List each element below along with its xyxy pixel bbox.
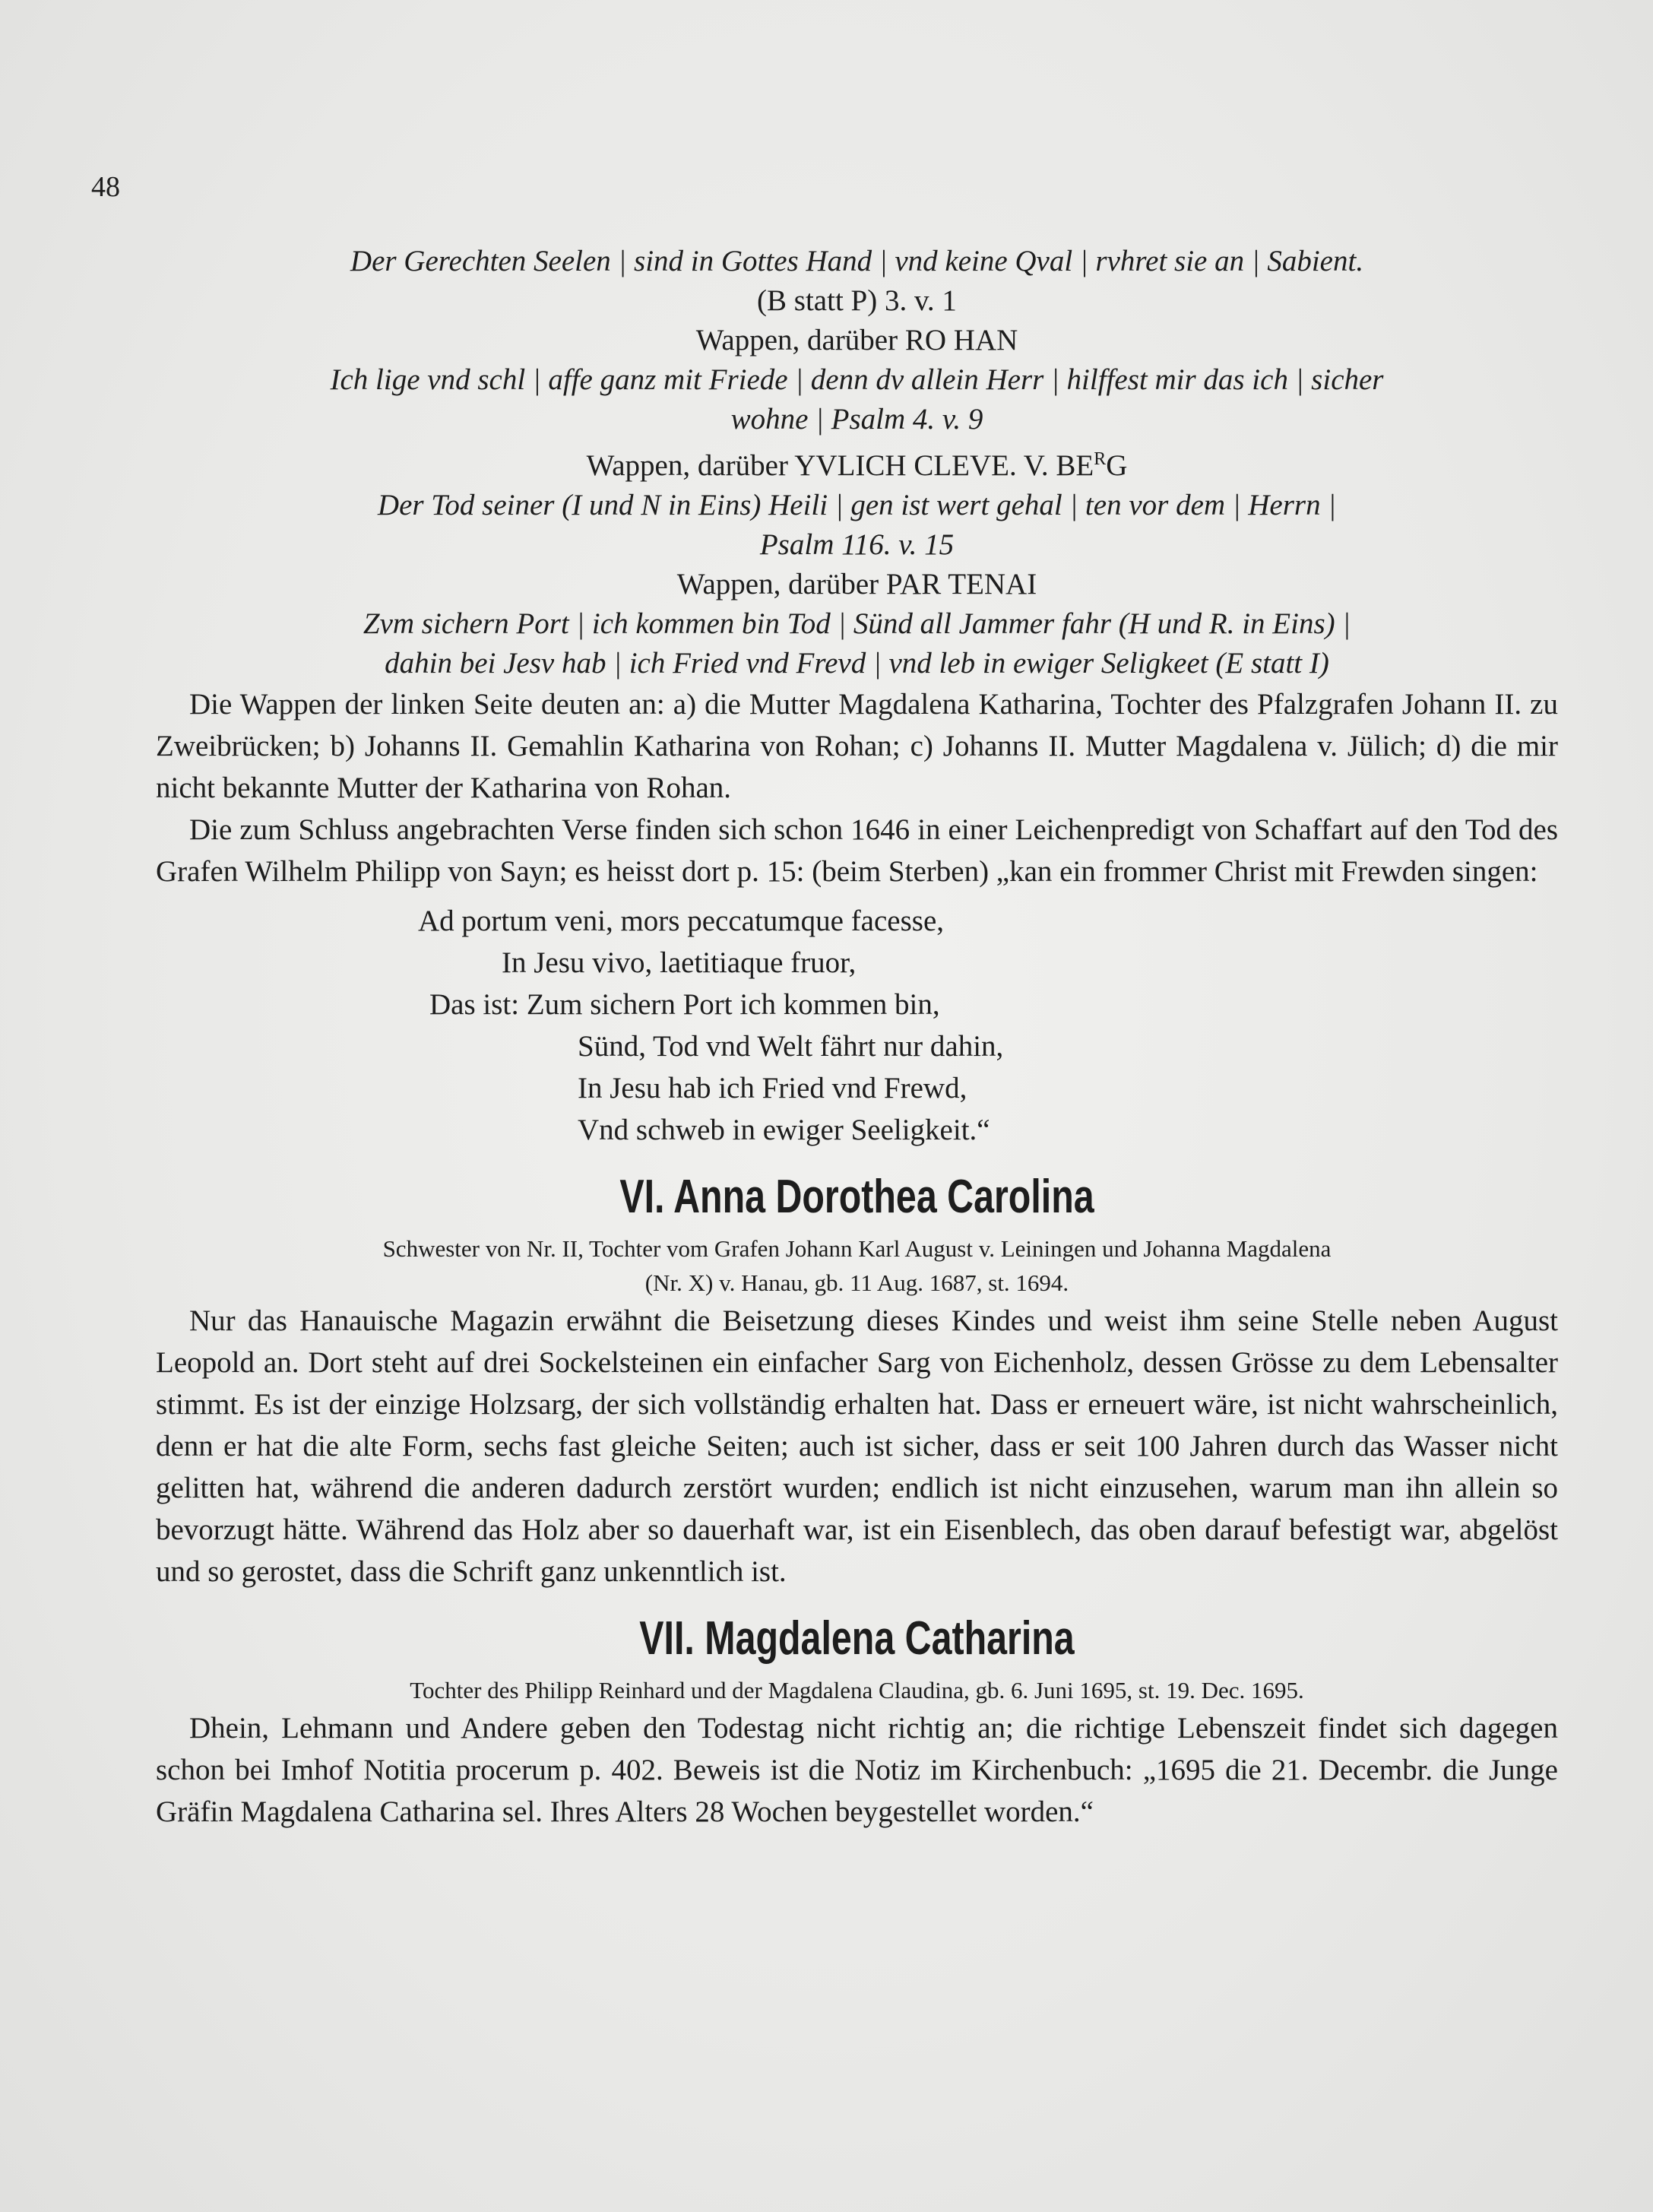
poem-line: In Jesu vivo, laetitiaque fruor, [502, 946, 857, 979]
inscription-line: Ich lige vnd schl | affe ganz mit Friede | denn dv allein Herr | hilffest mir das ich | sicher [330, 363, 1384, 396]
page-number: 48 [91, 171, 120, 203]
section-subtitle: Tochter des Philipp Reinhard und der Magdalena Claudina, gb. 6. Juni 1695, st. 19. Dec. 1695. [410, 1677, 1304, 1703]
inscription-line [156, 439, 1558, 486]
inscription-line: Wappen, darüber PAR TENAI [676, 568, 1037, 601]
paragraph: Dhein, Lehmann und Andere geben den Todestag nicht richtig an; die richtige Lebenszeit findet sich dagegen schon bei Imhof Notitia procerum p. 402. Beweis ist die Notiz im Kirchenbuch: „1695 die 21. Decembr. die Junge Gräfin Magdalena Catharina sel. Ihres Alters 28 Wochen beygestellet worden.“ [156, 1712, 1558, 1828]
poem-line: Ad portum veni, mors peccatumque facesse, [418, 905, 945, 937]
poem-line: Das ist: Zum sichern Port ich kommen bin, [429, 988, 940, 1021]
poem-line: In Jesu hab ich Fried vnd Frewd, [578, 1072, 967, 1104]
page-body [156, 242, 1558, 1833]
section-title: VII. Magdalena Catharina [639, 1612, 1075, 1665]
section-subtitle: (Nr. X) v. Hanau, gb. 11 Aug. 1687, st. 1694. [644, 1269, 1069, 1296]
section-title: VI. Anna Dorothea Carolina [619, 1171, 1094, 1223]
inscription-line: dahin bei Jesv hab | ich Fried vnd Frevd | vnd leb in ewiger Seligkeet (E statt I) [385, 647, 1329, 680]
inscription-text: G [1106, 449, 1128, 482]
poem-line: Sünd, Tod vnd Welt fährt nur dahin, [578, 1030, 1004, 1063]
inscription-text: (B statt P) 3. v. 1 [757, 284, 957, 317]
inscription-line: Wappen, darüber RO HAN [695, 324, 1018, 357]
paragraph: Die Wappen der linken Seite deuten an: a) die Mutter Magdalena Katharina, Tochter des Pfalzgrafen Johann II. zu Zweibrücken; b) Johanns II. Gemahlin Katharina von Rohan; c) Johanns II. Mutter Magdalena v. Jülich; d) die mir nicht bekannte Mutter der Katharina von Rohan. [156, 688, 1558, 804]
superscript: R [1094, 449, 1107, 469]
inscription-line: Der Gerechten Seelen | sind in Gottes Hand | vnd keine Qval | rvhret sie an | Sabient. [350, 245, 1364, 277]
poem-line: Vnd schweb in ewiger Seeligkeit.“ [578, 1114, 990, 1146]
poem [156, 900, 1558, 1151]
paragraph: Nur das Hanauische Magazin erwähnt die Beisetzung dieses Kindes und weist ihm seine Stelle neben August Leopold an. Dort steht auf drei Sockelsteinen ein einfacher Sarg von Eichenholz, dessen Grösse zu dem Lebensalter stimmt. Es ist der einzige Holzsarg, der sich vollständig erhalten hat. Dass er erneuert wäre, ist nicht wahrscheinlich, denn er hat die alte Form, sechs fast gleiche Seiten; auch ist sicher, dass er seit 100 Jahren durch das Wasser nicht gelitten hat, während die anderen dadurch zerstört wurden; endlich ist nicht einzusehen, warum man ihn allein so bevorzugt hätte. Während das Holz aber so dauerhaft war, ist ein Eisenblech, das oben darauf befestigt war, abgelöst und so gerostet, dass die Schrift ganz unkenntlich ist. [156, 1304, 1558, 1588]
inscription-line: Psalm 116. v. 15 [759, 528, 955, 561]
inscription-text: Wappen, darüber YVLICH CLEVE. V. BE [586, 449, 1094, 482]
inscription-line [156, 281, 1558, 321]
paragraph: Die zum Schluss angebrachten Verse finden sich schon 1646 in einer Leichenpredigt von Schaffart auf den Tod des Grafen Wilhelm Philipp von Sayn; es heisst dort p. 15: (beim Sterben) „kan ein frommer Christ mit Frewden singen: [156, 813, 1558, 888]
section-subtitle: Schwester von Nr. II, Tochter vom Grafen Johann Karl August v. Leiningen und Johanna Magdalena [382, 1235, 1332, 1262]
inscription-line: wohne | Psalm 4. v. 9 [730, 403, 983, 436]
inscription-line: Der Tod seiner (I und N in Eins) Heili | gen ist wert gehal | ten vor dem | Herrn | [377, 489, 1337, 521]
inscription-line: Zvm sichern Port | ich kommen bin Tod | Sünd all Jammer fahr (H und R. in Eins) | [363, 607, 1351, 640]
